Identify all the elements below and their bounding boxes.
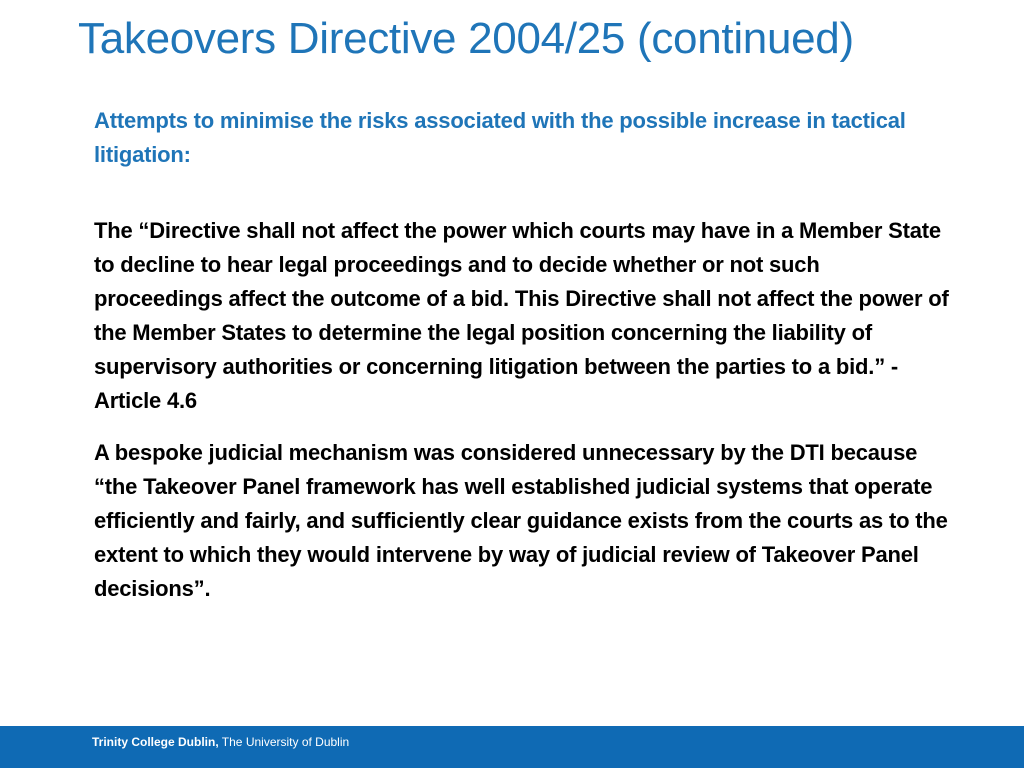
footer-university: The University of Dublin — [218, 735, 350, 749]
footer-text — [92, 735, 349, 749]
dti-paragraph: A bespoke judicial mechanism was considered unnecessary by the DTI because “the Takeover Panel framework has well established judicial systems that operate efficiently and fairly, and sufficiently clear guidance exists from the courts as to the extent to which they would intervene by way of judicial review of Takeover Panel decisions”. — [94, 440, 948, 601]
slide-title: Takeovers Directive 2004/25 (continued) — [78, 14, 854, 63]
quote-paragraph: The “Directive shall not affect the power which courts may have in a Member State to decline to hear legal proceedings and to decide whether or not such proceedings affect the outcome of a bid. This Directive shall not affect the power of the Member States to determine the legal position concerning the liability of supervisory authorities or concerning litigation between the parties to a bid.” - Article 4.6 — [94, 218, 949, 413]
footer-institution: Trinity College Dublin, — [92, 735, 219, 749]
footer-bar — [0, 726, 1024, 768]
slide-content — [94, 104, 954, 606]
subheading: Attempts to minimise the risks associated with the possible increase in tactical litigation: — [94, 108, 906, 167]
